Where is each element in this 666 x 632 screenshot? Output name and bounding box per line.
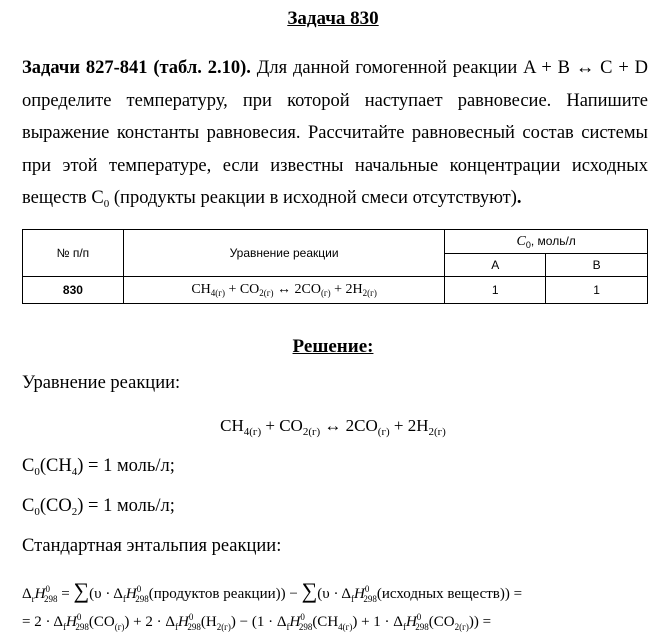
enthalpy-label: Стандартная энтальпия реакции: xyxy=(22,536,282,556)
problem-end: . xyxy=(516,188,522,208)
reaction-equation: $CH_{4(г)} + CO_{2(г)}$ ↔ $2CO_{(г)} + 2H_{2(г)}$ xyxy=(220,416,446,438)
row-number: 830 xyxy=(23,277,124,304)
equation-label: Уравнение реакции: xyxy=(22,373,181,393)
row-conc-b: 1 xyxy=(546,277,648,304)
header-number: № п/п xyxy=(23,230,124,277)
problem-tail: (продукты реакции в исходной смеси отсутствуют) xyxy=(109,188,517,208)
c0-subscript: 0 xyxy=(103,198,110,210)
problem-ref: Задачи 827-841 (табл. 2.10). xyxy=(22,58,251,78)
header-a: A xyxy=(445,254,546,277)
problem-text: Для данной гомогенной реакции A + B ↔ C + D определите температуру, при которой наступает равновесие. Напишите выражение константы равновесия. Рассчитайте равновесный состав системы при этой температуре, если известны начальные концентрации исходных веществ C xyxy=(22,58,648,208)
c0-co2: $C_0(CO_2) = 1$ моль/л; xyxy=(22,496,175,518)
header-equation: Уравнение реакции xyxy=(123,230,444,277)
header-b: B xyxy=(546,254,648,277)
enthalpy-formula-line2: = $2 \cdot \Delta_fH^0_{298}(CO_{(г)}) + 2 \cdot \Delta_fH^0_{298}(H_{2(г)}) - (1 \cdot \Delta_fH^0_{298}(CH_{4(г)}) + 1 \cdot \Delta_fH^0_{298}(CO_{2(г)}))$ = xyxy=(22,612,492,632)
row-equation: $CH_{4(г)} + CO_{2(г)}$ ↔ $2CO_{(г)} + 2H_{2(г)}$ xyxy=(123,277,444,304)
page-title: Задача 830 xyxy=(287,8,379,29)
solution-title: Решение: xyxy=(292,336,374,357)
reaction-table xyxy=(22,229,648,304)
row-conc-a: 1 xyxy=(445,277,546,304)
c0-ch4: $C_0(CH_4) = 1$ моль/л; xyxy=(22,456,175,478)
header-c0: $C_0$, моль/л xyxy=(445,230,648,254)
problem-statement xyxy=(22,52,648,221)
enthalpy-formula: $\Delta_rH^0_{298} = \sum(\upsilon$ · $\Delta_fH^0_{298}(продуктов$ реакции)) − $\sum(\upsilon \cdot \Delta_fH^0_{298}(исходных$ веществ)) = xyxy=(22,578,523,604)
